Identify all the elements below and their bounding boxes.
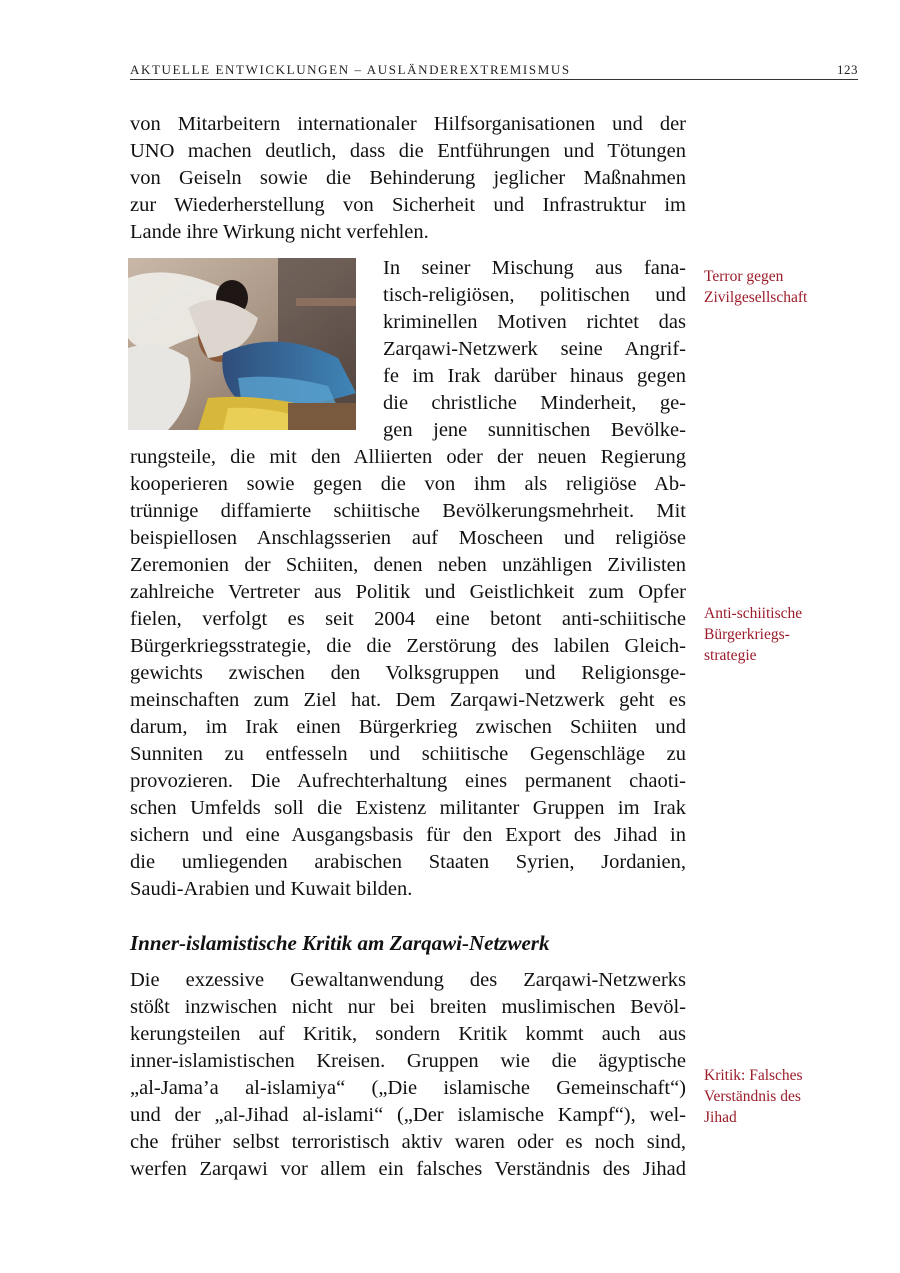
- text-line: von Mitarbeitern internationaler Hilfsorganisationen und der: [130, 113, 686, 135]
- text-line: Bürgerkriegsstrategie, die die Zerstörung des labilen Gleich-: [130, 635, 686, 657]
- running-title: AKTUELLE ENTWICKLUNGEN – AUSLÄNDEREXTREMISMUS: [130, 62, 571, 77]
- text-line: zur Wiederherstellung von Sicherheit und Infrastruktur im: [130, 194, 686, 216]
- text-line: rungsteile, die mit den Alliierten oder der neuen Regierung: [130, 446, 686, 468]
- margin-note-line: Anti-schiitische: [704, 605, 803, 622]
- photo-illustration: [128, 258, 356, 430]
- text-line: fe im Irak darüber hinaus gegen: [383, 365, 686, 387]
- text-line: Saudi-Arabien und Kuwait bilden.: [130, 878, 413, 900]
- text-line: Sunniten zu entfesseln und schiitische Gegenschläge zu: [130, 743, 686, 765]
- margin-note-line: Bürgerkriegs-: [704, 626, 790, 643]
- text-line: die umliegenden arabischen Staaten Syrien, Jordanien,: [130, 851, 686, 873]
- section-heading: Inner-islamistische Kritik am Zarqawi-Netzwerk: [130, 931, 550, 955]
- running-head: [130, 62, 858, 78]
- text-line: inner-islamistischen Kreisen. Gruppen wie die ägyptische: [130, 1050, 686, 1072]
- margin-note-line: Kritik: Falsches: [704, 1067, 803, 1084]
- text-line: Lande ihre Wirkung nicht verfehlen.: [130, 221, 429, 243]
- text-line: trünnige diffamierte schiitische Bevölkerungsmehrheit. Mit: [130, 500, 686, 522]
- page-number: 123: [837, 62, 858, 77]
- text-line: In seiner Mischung aus fana-: [383, 257, 686, 279]
- margin-note-terror: [704, 266, 864, 308]
- margin-note-line: Zivilgesellschaft: [704, 289, 808, 306]
- text-line: zahlreiche Vertreter aus Politik und Geistlichkeit zum Opfer: [130, 581, 686, 603]
- text-line: darum, im Irak einen Bürgerkrieg zwischen Schiiten und: [130, 716, 686, 738]
- text-line: kooperieren sowie gegen die von ihm als religiöse Ab-: [130, 473, 686, 495]
- margin-note-line: Jihad: [704, 1109, 737, 1126]
- text-line: stößt inzwischen nicht nur bei breiten muslimischen Bevöl-: [130, 996, 686, 1018]
- text-line: meinschaften zum Ziel hat. Dem Zarqawi-Netzwerk geht es: [130, 689, 686, 711]
- text-line: von Geiseln sowie die Behinderung jeglicher Maßnahmen: [130, 167, 686, 189]
- text-line: schen Umfelds soll die Existenz militanter Gruppen im Irak: [130, 797, 686, 819]
- text-line: werfen Zarqawi vor allem ein falsches Verständnis des Jihad: [130, 1158, 686, 1180]
- text-line: che früher selbst terroristisch aktiv waren oder es noch sind,: [130, 1131, 686, 1153]
- news-photo: [128, 258, 356, 430]
- text-line: beispiellosen Anschlagsserien auf Moscheen und religiöse: [130, 527, 686, 549]
- margin-note-critique: [704, 1065, 864, 1128]
- text-line: Zeremonien der Schiiten, denen neben unzähligen Zivilisten: [130, 554, 686, 576]
- text-line: Zarqawi-Netzwerk seine Angrif-: [383, 338, 686, 360]
- margin-note-line: Verständnis des: [704, 1088, 801, 1105]
- text-line: „al-Jama’a al-islamiya“ („Die islamische Gemeinschaft“): [130, 1077, 686, 1099]
- text-line: UNO machen deutlich, dass die Entführungen und Tötungen: [130, 140, 686, 162]
- text-line: kerungsteilen auf Kritik, sondern Kritik kommt auch aus: [130, 1023, 686, 1045]
- text-line: tisch-religiösen, politischen und: [383, 284, 686, 306]
- text-line: und der „al-Jihad al-islami“ („Der islamische Kampf“), wel-: [130, 1104, 686, 1126]
- text-line: gen jene sunnitischen Bevölke-: [383, 419, 686, 441]
- text-line: Die exzessive Gewaltanwendung des Zarqawi-Netzwerks: [130, 969, 686, 991]
- margin-note-line: Terror gegen: [704, 268, 784, 285]
- margin-note-strategy: [704, 603, 864, 666]
- text-line: sichern und eine Ausgangsbasis für den Export des Jihad in: [130, 824, 686, 846]
- text-line: die christliche Minderheit, ge-: [383, 392, 686, 414]
- text-line: fielen, verfolgt es seit 2004 eine betont anti-schiitische: [130, 608, 686, 630]
- margin-note-line: strategie: [704, 647, 757, 664]
- text-line: kriminellen Motiven richtet das: [383, 311, 686, 333]
- header-rule: [130, 79, 858, 80]
- text-line: provozieren. Die Aufrechterhaltung eines permanent chaoti-: [130, 770, 686, 792]
- text-line: gewichts zwischen den Volksgruppen und Religionsge-: [130, 662, 686, 684]
